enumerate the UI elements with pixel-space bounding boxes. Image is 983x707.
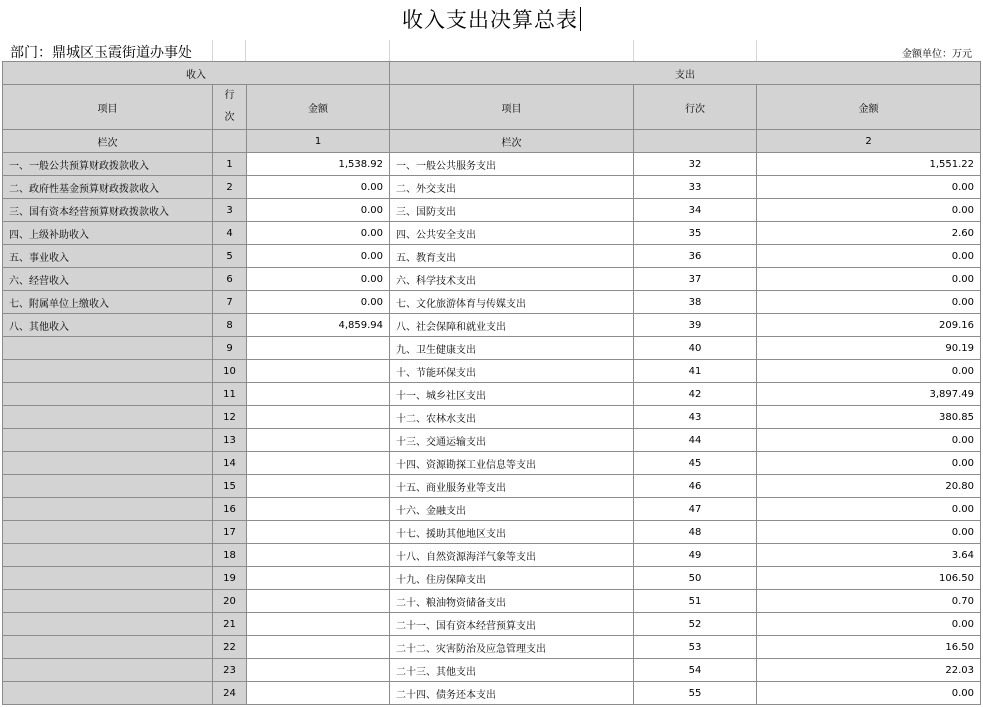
expense-line-cell[interactable]: 35: [634, 222, 757, 245]
expense-item-cell[interactable]: 十一、城乡社区支出: [390, 383, 634, 406]
expense-item-cell[interactable]: 八、社会保障和就业支出: [390, 314, 634, 337]
income-line-cell[interactable]: 9: [213, 337, 247, 360]
cell-divider: [245, 40, 246, 61]
expense-amount-cell[interactable]: 16.50: [757, 636, 981, 659]
income-item-cell[interactable]: [3, 360, 213, 383]
col-index-empty[interactable]: [634, 130, 757, 153]
income-amount-cell[interactable]: [247, 590, 390, 613]
income-line-cell[interactable]: 2: [213, 176, 247, 199]
expense-item-cell[interactable]: 十五、商业服务业等支出: [390, 475, 634, 498]
expense-line-cell[interactable]: 51: [634, 590, 757, 613]
expense-item-cell[interactable]: 十八、自然资源海洋气象等支出: [390, 544, 634, 567]
col-label-left[interactable]: 栏次: [3, 130, 213, 153]
expense-line-cell[interactable]: 50: [634, 567, 757, 590]
income-item-cell[interactable]: [3, 521, 213, 544]
expense-item-cell[interactable]: 二十四、债务还本支出: [390, 682, 634, 705]
income-amount-cell[interactable]: [247, 682, 390, 705]
income-item-cell[interactable]: [3, 452, 213, 475]
expense-item-cell[interactable]: 九、卫生健康支出: [390, 337, 634, 360]
expense-amount-cell[interactable]: 0.00: [757, 360, 981, 383]
expense-line-cell[interactable]: 34: [634, 199, 757, 222]
income-amount-cell[interactable]: 0.00: [247, 222, 390, 245]
income-amount-cell[interactable]: 4,859.94: [247, 314, 390, 337]
table-row: [3, 291, 981, 314]
income-item-cell[interactable]: 五、事业收入: [3, 245, 213, 268]
expense-amount-cell[interactable]: 0.00: [757, 521, 981, 544]
expense-item-cell[interactable]: 七、文化旅游体育与传媒支出: [390, 291, 634, 314]
income-amount-cell[interactable]: [247, 475, 390, 498]
income-amount-cell[interactable]: [247, 383, 390, 406]
expense-line-cell[interactable]: 55: [634, 682, 757, 705]
income-item-cell[interactable]: [3, 590, 213, 613]
income-line-cell[interactable]: 13: [213, 429, 247, 452]
expense-item-cell[interactable]: 十、节能环保支出: [390, 360, 634, 383]
expense-line-cell[interactable]: 49: [634, 544, 757, 567]
table-row: [3, 636, 981, 659]
col-label-right[interactable]: 栏次: [390, 130, 634, 153]
expense-line-cell[interactable]: 38: [634, 291, 757, 314]
expense-item-cell[interactable]: 十四、资源勘探工业信息等支出: [390, 452, 634, 475]
expense-item-cell[interactable]: 十六、金融支出: [390, 498, 634, 521]
budget-table: [2, 61, 981, 705]
expense-line-cell[interactable]: 41: [634, 360, 757, 383]
expense-item-cell[interactable]: 五、教育支出: [390, 245, 634, 268]
expense-item-cell[interactable]: 十三、交通运输支出: [390, 429, 634, 452]
expense-line-cell[interactable]: 52: [634, 613, 757, 636]
income-header[interactable]: 收入: [3, 62, 390, 85]
expense-item-cell[interactable]: 十二、农林水支出: [390, 406, 634, 429]
table-row: [3, 383, 981, 406]
col-index-2[interactable]: 2: [757, 130, 981, 153]
income-line-cell[interactable]: 24: [213, 682, 247, 705]
expense-item-cell[interactable]: 二、外交支出: [390, 176, 634, 199]
income-line-cell[interactable]: 7: [213, 291, 247, 314]
table-row: [3, 429, 981, 452]
table-row: [3, 544, 981, 567]
expense-item-cell[interactable]: 六、科学技术支出: [390, 268, 634, 291]
income-item-cell[interactable]: 三、国有资本经营预算财政拨款收入: [3, 199, 213, 222]
table-row: [3, 406, 981, 429]
expense-item-cell[interactable]: 十七、援助其他地区支出: [390, 521, 634, 544]
income-line-cell[interactable]: 18: [213, 544, 247, 567]
expense-amount-cell[interactable]: 0.70: [757, 590, 981, 613]
expense-item-cell[interactable]: 二十三、其他支出: [390, 659, 634, 682]
income-item-cell[interactable]: [3, 682, 213, 705]
income-item-cell[interactable]: [3, 383, 213, 406]
expense-amount-cell[interactable]: 0.00: [757, 452, 981, 475]
col-index-1[interactable]: 1: [247, 130, 390, 153]
table-row: [3, 521, 981, 544]
income-amount-cell[interactable]: [247, 544, 390, 567]
report-title-text: 收入支出决算总表: [402, 8, 578, 32]
income-line-header[interactable]: [213, 85, 247, 130]
table-row: [3, 682, 981, 705]
income-item-cell[interactable]: 六、经营收入: [3, 268, 213, 291]
table-row: [3, 498, 981, 521]
income-amount-header[interactable]: 金额: [247, 85, 390, 130]
income-amount-cell[interactable]: [247, 498, 390, 521]
line-header-bottom: 次: [224, 112, 235, 123]
expense-amount-cell[interactable]: 380.85: [757, 406, 981, 429]
expense-item-cell[interactable]: 二十、粮油物资储备支出: [390, 590, 634, 613]
income-item-cell[interactable]: [3, 429, 213, 452]
expense-line-cell[interactable]: 37: [634, 268, 757, 291]
income-item-cell[interactable]: [3, 475, 213, 498]
expense-line-cell[interactable]: 36: [634, 245, 757, 268]
expense-amount-cell[interactable]: 0.00: [757, 268, 981, 291]
income-item-cell[interactable]: [3, 659, 213, 682]
income-item-cell[interactable]: [3, 544, 213, 567]
income-line-cell[interactable]: 19: [213, 567, 247, 590]
income-item-cell[interactable]: [3, 406, 213, 429]
income-amount-cell[interactable]: [247, 337, 390, 360]
income-item-cell[interactable]: [3, 613, 213, 636]
expense-amount-cell[interactable]: 0.00: [757, 245, 981, 268]
expense-item-cell[interactable]: 二十一、国有资本经营预算支出: [390, 613, 634, 636]
expense-line-cell[interactable]: 44: [634, 429, 757, 452]
table-row: [3, 567, 981, 590]
table-row: [3, 222, 981, 245]
income-item-cell[interactable]: [3, 498, 213, 521]
text-cursor: [580, 7, 581, 31]
expense-item-cell[interactable]: 二十二、灾害防治及应急管理支出: [390, 636, 634, 659]
income-item-cell[interactable]: [3, 337, 213, 360]
table-row: [3, 199, 981, 222]
expense-line-cell[interactable]: 53: [634, 636, 757, 659]
income-item-cell[interactable]: 四、上级补助收入: [3, 222, 213, 245]
expense-item-cell[interactable]: 三、国防支出: [390, 199, 634, 222]
income-item-cell[interactable]: 八、其他收入: [3, 314, 213, 337]
expense-line-header[interactable]: 行次: [634, 85, 757, 130]
expense-amount-cell[interactable]: 0.00: [757, 613, 981, 636]
expense-amount-cell[interactable]: 1,551.22: [757, 153, 981, 176]
cell-divider: [212, 40, 213, 61]
expense-item-cell[interactable]: 一、一般公共服务支出: [390, 153, 634, 176]
income-amount-cell[interactable]: [247, 659, 390, 682]
income-line-cell[interactable]: 4: [213, 222, 247, 245]
expense-item-cell[interactable]: 四、公共安全支出: [390, 222, 634, 245]
table-row: [3, 153, 981, 176]
expense-line-cell[interactable]: 32: [634, 153, 757, 176]
expense-amount-cell[interactable]: 0.00: [757, 682, 981, 705]
income-item-cell[interactable]: 七、附属单位上缴收入: [3, 291, 213, 314]
expense-amount-cell[interactable]: 0.00: [757, 176, 981, 199]
income-amount-cell[interactable]: [247, 452, 390, 475]
income-line-cell[interactable]: 22: [213, 636, 247, 659]
expense-line-cell[interactable]: 43: [634, 406, 757, 429]
income-line-cell[interactable]: 21: [213, 613, 247, 636]
report-title: [0, 4, 983, 34]
expense-line-cell[interactable]: 33: [634, 176, 757, 199]
income-amount-cell[interactable]: 0.00: [247, 176, 390, 199]
income-amount-cell[interactable]: [247, 636, 390, 659]
department-label[interactable]: 部门：鼎城区玉霞街道办事处: [10, 45, 192, 61]
income-line-cell[interactable]: 14: [213, 452, 247, 475]
expense-amount-cell[interactable]: 0.00: [757, 429, 981, 452]
income-line-cell[interactable]: 10: [213, 360, 247, 383]
expense-amount-cell[interactable]: 20.80: [757, 475, 981, 498]
income-line-cell[interactable]: 12: [213, 406, 247, 429]
col-index-empty[interactable]: [213, 130, 247, 153]
income-amount-cell[interactable]: [247, 406, 390, 429]
income-amount-cell[interactable]: [247, 567, 390, 590]
cell-divider: [389, 40, 390, 61]
column-header-row: [3, 85, 981, 130]
table-row: [3, 452, 981, 475]
cell-divider: [756, 40, 757, 61]
table-row: [3, 590, 981, 613]
income-line-cell[interactable]: 1: [213, 153, 247, 176]
expense-amount-cell[interactable]: 0.00: [757, 291, 981, 314]
income-amount-cell[interactable]: [247, 613, 390, 636]
expense-line-cell[interactable]: 54: [634, 659, 757, 682]
column-index-row: [3, 130, 981, 153]
income-amount-cell[interactable]: [247, 521, 390, 544]
income-line-cell[interactable]: 17: [213, 521, 247, 544]
expense-line-cell[interactable]: 48: [634, 521, 757, 544]
expense-amount-cell[interactable]: 3.64: [757, 544, 981, 567]
expense-line-cell[interactable]: 40: [634, 337, 757, 360]
expense-line-cell[interactable]: 47: [634, 498, 757, 521]
income-amount-cell[interactable]: [247, 360, 390, 383]
table-row: [3, 360, 981, 383]
income-line-cell[interactable]: 6: [213, 268, 247, 291]
income-line-cell[interactable]: 15: [213, 475, 247, 498]
expense-line-cell[interactable]: 46: [634, 475, 757, 498]
income-line-cell[interactable]: 23: [213, 659, 247, 682]
income-line-cell[interactable]: 11: [213, 383, 247, 406]
income-amount-cell[interactable]: 0.00: [247, 268, 390, 291]
unit-label[interactable]: 金额单位：万元: [902, 49, 972, 60]
income-line-cell[interactable]: 20: [213, 590, 247, 613]
table-row: [3, 314, 981, 337]
expense-amount-header[interactable]: 金额: [757, 85, 981, 130]
expense-item-header[interactable]: 项目: [390, 85, 634, 130]
income-line-cell[interactable]: 16: [213, 498, 247, 521]
table-row: [3, 268, 981, 291]
expense-line-cell[interactable]: 42: [634, 383, 757, 406]
income-amount-cell[interactable]: 0.00: [247, 245, 390, 268]
income-item-header[interactable]: 项目: [3, 85, 213, 130]
income-item-cell[interactable]: [3, 567, 213, 590]
expense-header[interactable]: 支出: [390, 62, 981, 85]
income-item-cell[interactable]: 二、政府性基金预算财政拨款收入: [3, 176, 213, 199]
income-amount-cell[interactable]: [247, 429, 390, 452]
table-row: [3, 475, 981, 498]
table-row: [3, 245, 981, 268]
income-line-cell[interactable]: 3: [213, 199, 247, 222]
income-amount-cell[interactable]: 1,538.92: [247, 153, 390, 176]
expense-amount-cell[interactable]: 106.50: [757, 567, 981, 590]
income-item-cell[interactable]: 一、一般公共预算财政拨款收入: [3, 153, 213, 176]
expense-item-cell[interactable]: 十九、住房保障支出: [390, 567, 634, 590]
expense-amount-cell[interactable]: 209.16: [757, 314, 981, 337]
income-item-cell[interactable]: [3, 636, 213, 659]
cell-divider: [633, 40, 634, 61]
table-row: [3, 337, 981, 360]
expense-line-cell[interactable]: 39: [634, 314, 757, 337]
table-row: [3, 176, 981, 199]
income-amount-cell[interactable]: 0.00: [247, 291, 390, 314]
income-line-cell[interactable]: 8: [213, 314, 247, 337]
expense-amount-cell[interactable]: 90.19: [757, 337, 981, 360]
table-row: [3, 659, 981, 682]
line-header-top: 行: [224, 90, 235, 101]
income-line-cell[interactable]: 5: [213, 245, 247, 268]
expense-amount-cell[interactable]: 0.00: [757, 199, 981, 222]
expense-amount-cell[interactable]: 22.03: [757, 659, 981, 682]
expense-amount-cell[interactable]: 0.00: [757, 498, 981, 521]
income-amount-cell[interactable]: 0.00: [247, 199, 390, 222]
expense-line-cell[interactable]: 45: [634, 452, 757, 475]
section-header-row: [3, 62, 981, 85]
expense-amount-cell[interactable]: 2.60: [757, 222, 981, 245]
table-row: [3, 613, 981, 636]
expense-amount-cell[interactable]: 3,897.49: [757, 383, 981, 406]
info-row: [2, 40, 980, 61]
